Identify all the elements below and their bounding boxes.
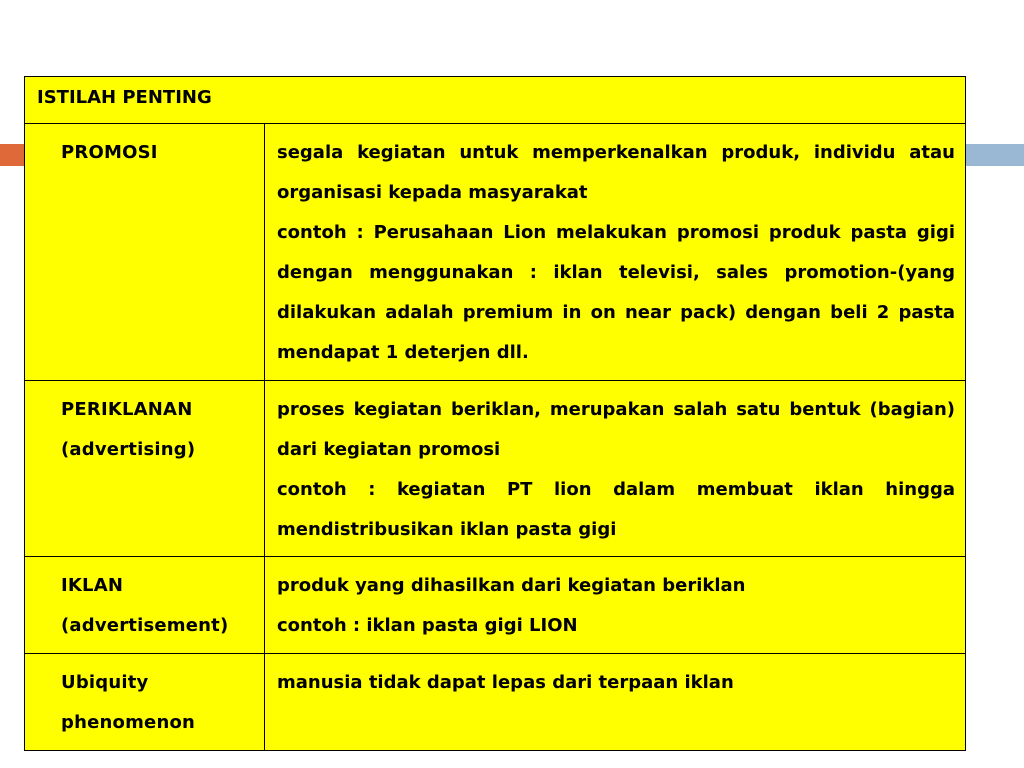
table-row <box>25 557 966 654</box>
example-text: contoh : iklan pasta gigi LION <box>277 615 578 636</box>
term-cell <box>25 557 265 654</box>
term-cell <box>25 654 265 751</box>
table-row <box>25 381 966 557</box>
table-header-row <box>25 77 966 124</box>
definition-cell <box>265 557 966 654</box>
term-sublabel: phenomenon <box>61 712 196 733</box>
term-sublabel: (advertisement) <box>61 615 229 636</box>
definition-cell <box>265 654 966 751</box>
right-accent-bar <box>966 144 1024 166</box>
definition-text: manusia tidak dapat lepas dari terpaan iklan <box>277 672 734 693</box>
left-accent-bar <box>0 144 24 166</box>
table-row <box>25 654 966 751</box>
table-row <box>25 124 966 381</box>
terms-table <box>24 76 966 751</box>
term-label: PROMOSI <box>61 142 158 163</box>
term-sublabel: (advertising) <box>61 439 196 460</box>
definition-text: segala kegiatan untuk memperkenalkan produk, individu atau organisasi kepada masyarakat <box>277 142 955 203</box>
term-label: IKLAN <box>61 575 124 596</box>
definition-cell <box>265 124 966 381</box>
table-header: ISTILAH PENTING <box>25 77 966 124</box>
example-text: contoh : Perusahaan Lion melakukan promosi produk pasta gigi dengan menggunakan : iklan televisi, sales promotion-(yang dilakukan adalah premium in on near pack) dengan beli 2 pasta mendapat 1 deterjen dll. <box>277 222 955 363</box>
term-cell <box>25 381 265 557</box>
term-label: PERIKLANAN <box>61 399 193 420</box>
definition-text: proses kegiatan beriklan, merupakan salah satu bentuk (bagian) dari kegiatan promosi <box>277 399 955 460</box>
term-label: Ubiquity <box>61 672 149 693</box>
definition-text: produk yang dihasilkan dari kegiatan beriklan <box>277 575 746 596</box>
definition-cell <box>265 381 966 557</box>
example-text: contoh : kegiatan PT lion dalam membuat iklan hingga mendistribusikan iklan pasta gigi <box>277 479 955 540</box>
term-cell <box>25 124 265 381</box>
